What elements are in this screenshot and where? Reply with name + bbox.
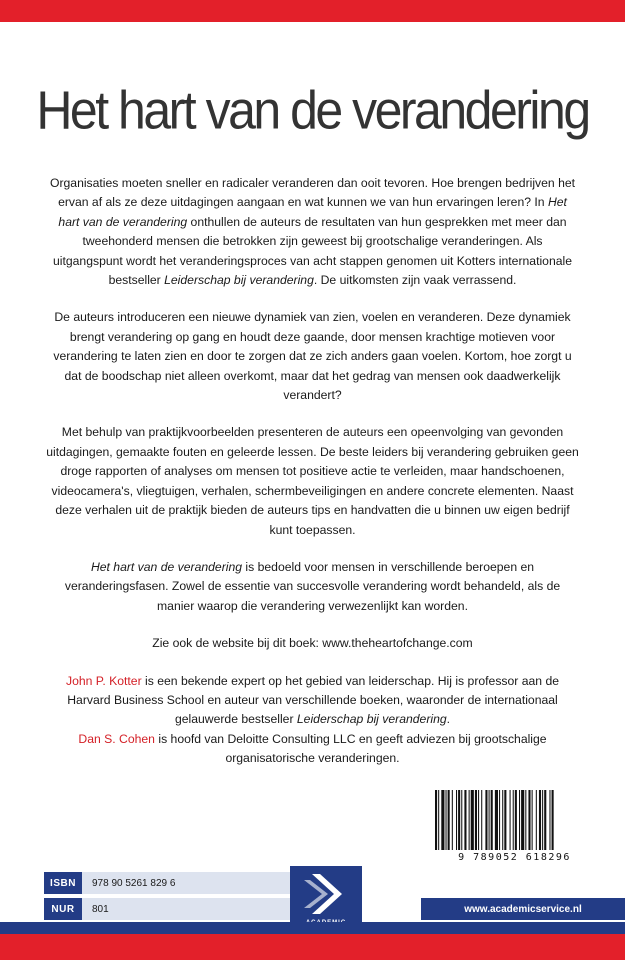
barcode-bar-8	[461, 790, 462, 850]
nur-label: NUR	[44, 898, 82, 920]
barcode-bar-11	[471, 790, 474, 850]
barcode-bar-15	[485, 790, 487, 850]
barcode-bar-0	[435, 790, 437, 850]
barcode-bar-10	[469, 790, 470, 850]
barcode-bar-2	[441, 790, 444, 850]
barcode-bar-17	[491, 790, 493, 850]
barcode-digits: 9 789052 618296	[458, 852, 571, 863]
nur-value: 801	[82, 898, 290, 920]
barcode-bar-20	[502, 790, 503, 850]
barcode-bar-29	[532, 790, 533, 850]
barcode-bar-14	[481, 790, 482, 850]
barcode-bar-24	[515, 790, 517, 850]
barcode-bar-32	[542, 790, 543, 850]
nur-row	[44, 898, 290, 920]
barcode-bar-1	[438, 790, 439, 850]
barcode-bar-30	[536, 790, 537, 850]
barcode-bar-33	[544, 790, 546, 850]
isbn-value: 978 90 5261 829 6	[82, 872, 290, 894]
barcode-bar-19	[499, 790, 500, 850]
barcode-bar-34	[549, 790, 550, 850]
barcode-bar-26	[521, 790, 524, 850]
barcode-bar-23	[513, 790, 514, 850]
author-cohen: Dan S. Cohen	[78, 731, 155, 746]
paragraph-audience: Het hart van de verandering is bedoeld voor mensen in verschillende beroepen en veranderingsfasen. Zowel de essentie van succesvolle verandering wordt behandeld, als de manier waarop die verandering verwezenlijkt kan worden.	[64, 559, 561, 613]
bottom-red-strip	[0, 934, 625, 960]
barcode-bar-31	[539, 790, 541, 850]
publisher-website: www.academicservice.nl	[421, 898, 625, 920]
barcode	[421, 788, 608, 870]
barcode-bar-12	[475, 790, 477, 850]
paragraph-dynamics: De auteurs introduceren een nieuwe dynamiek van zien, voelen en veranderen. Deze dynamiek brengt verandering op gang en houdt deze gaande, door mensen krachtige motieven voor verandering te laten zien en door te zorgen dat ze zich anders gaan voelen. Kortom, hoe zorgt u dat de boodschap niet alleen overkomt, maar dat het gedrag van mensen ook daadwerkelijk verandert?	[53, 310, 572, 403]
book-title: Het hart van de verandering	[36, 79, 589, 140]
paragraph-website: Zie ook de website bij dit boek: www.theheartofchange.com	[152, 636, 473, 651]
barcode-bar-3	[446, 790, 447, 850]
isbn-label: ISBN	[44, 872, 82, 894]
barcode-bar-5	[452, 790, 453, 850]
barcode-bar-27	[525, 790, 526, 850]
barcode-bar-7	[458, 790, 460, 850]
barcode-bar-6	[456, 790, 457, 850]
barcode-bar-18	[495, 790, 498, 850]
barcode-bar-35	[552, 790, 554, 850]
paragraph-authors: John P. Kotter is een bekende expert op het gebied van leiderschap. Hij is professor aan de Harvard Business School en auteur van verschillende boeken, waaronder de internationaal gelauwerde bestseller Leiderschap bij verandering. Dan S. Cohen is hoofd van Deloitte Consulting LLC en geeft adviezen bij grootschalige organisatorische veranderingen.	[65, 673, 560, 766]
barcode-bar-22	[510, 790, 511, 850]
isbn-row	[44, 872, 290, 894]
barcode-bar-9	[464, 790, 466, 850]
barcode-bars	[421, 788, 608, 852]
barcode-bar-28	[528, 790, 530, 850]
paragraph-intro: Organisaties moeten sneller en radicaler veranderen dan ooit tevoren. Hoe brengen bedrijven het ervan af als ze deze uitdagingen aangaan en wat kunnen we van hun ervaringen leren? In Het hart van de verandering onthullen de auteurs de resultaten van hun gesprekken met meer dan tweehonderd mensen die betrokken zijn geweest bij grootschalige veranderingen. Als uitgangspunt wordt het veranderingsproces van acht stappen genomen uit Kotters internationale bestseller Leiderschap bij verandering. De uitkomsten zijn vaak verrassend.	[49, 176, 576, 288]
author-kotter: John P. Kotter	[65, 673, 142, 688]
barcode-bar-16	[489, 790, 490, 850]
arrow-logo-icon	[290, 866, 362, 920]
barcode-bar-4	[448, 790, 450, 850]
barcode-bar-21	[504, 790, 506, 850]
barcode-bar-13	[478, 790, 479, 850]
paragraph-examples: Met behulp van praktijkvoorbeelden presenteren de auteurs een opeenvolging van gevonden uitdagingen, gemaakte fouten en geleerde lessen. De beste leiders bij verandering gebruiken geen droge rapporten of analyses om mensen tot positieve actie te verleiden, maar handschoenen, videocamera's, vliegtuigen, verhalen, schermbeveiligingen en andere concrete elementen. Naast deze verhalen uit de praktijk bieden de auteurs tips en handvatten die u binnen uw eigen bedrijf kunt toepassen.	[46, 425, 579, 537]
top-red-bar	[0, 0, 625, 22]
bottom-blue-strip	[0, 922, 625, 934]
back-cover-text	[46, 174, 579, 787]
barcode-bar-25	[519, 790, 520, 850]
